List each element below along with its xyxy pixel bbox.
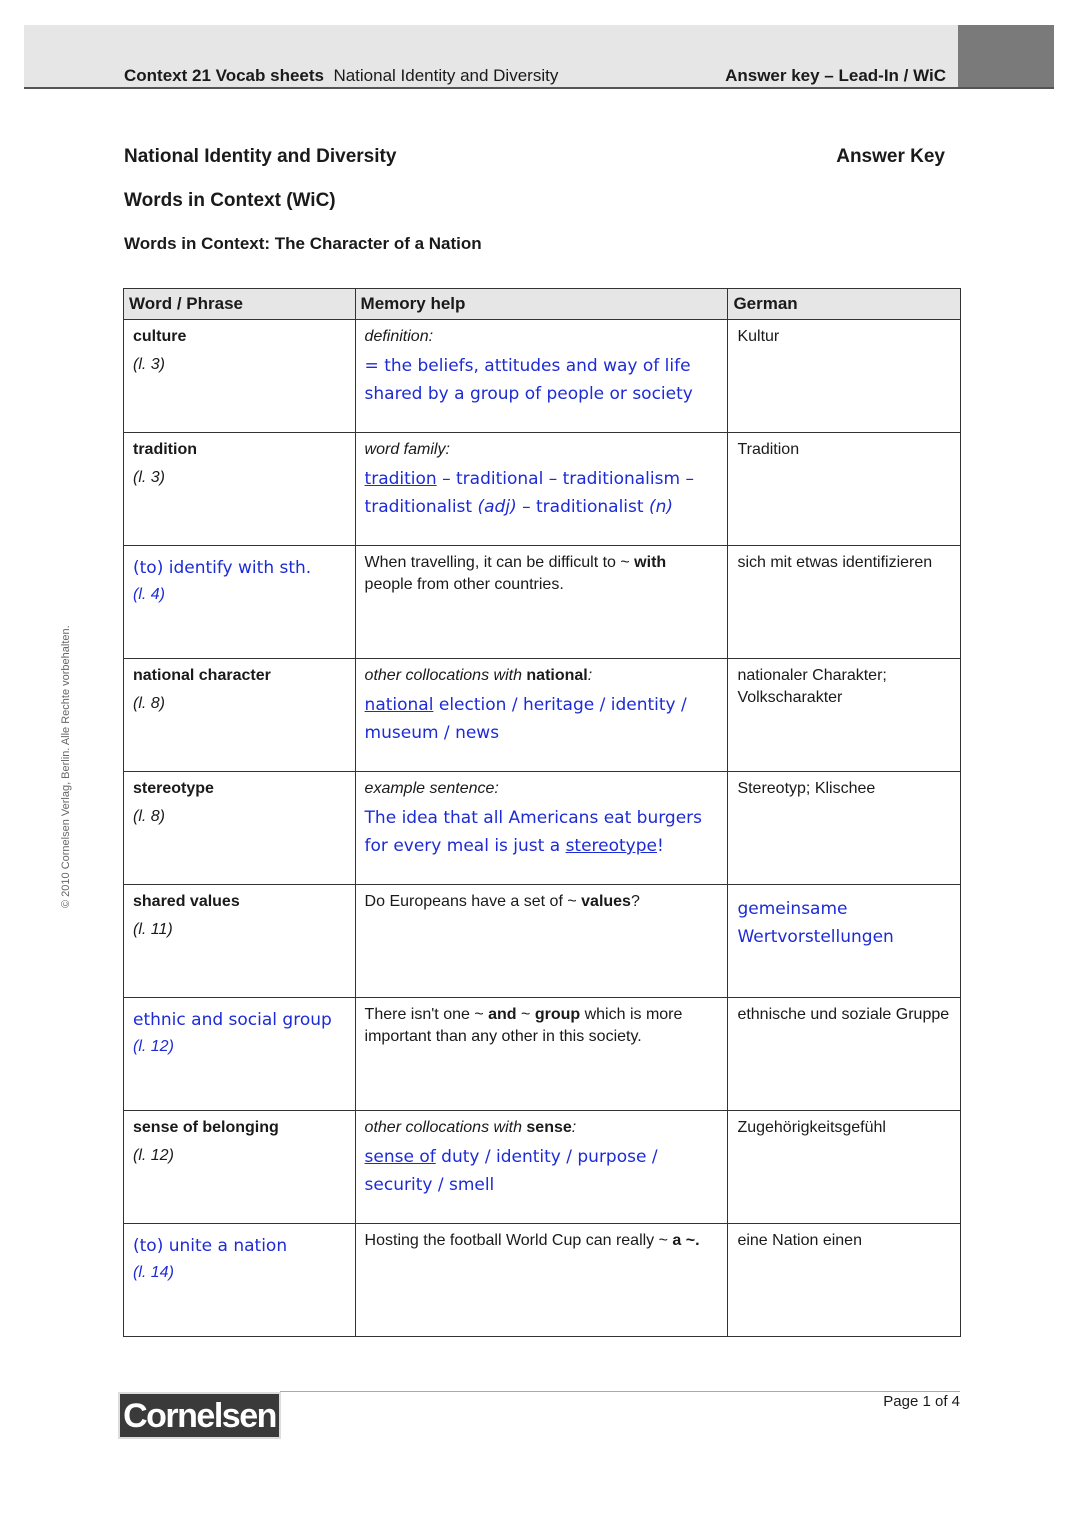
col-header-german: German: [728, 289, 961, 320]
memory-cell: [355, 546, 728, 659]
memory-part: ~: [516, 1006, 535, 1023]
german-text: ethnische und soziale Gruppe: [737, 1006, 950, 1023]
word-cell: [124, 885, 356, 998]
memory-cell: [355, 433, 728, 546]
memory-underlined: national: [364, 695, 434, 715]
memory-part: Hosting the football World Cup can really ~: [364, 1232, 673, 1249]
page-subtitle: Words in Context (WiC): [124, 190, 336, 211]
german-cell: [728, 772, 961, 885]
line-ref: (l. 14): [133, 1264, 174, 1281]
german-cell: [728, 659, 961, 772]
memory-bold: and: [488, 1006, 517, 1023]
german-cell: [728, 998, 961, 1111]
memory-underlined: tradition: [364, 469, 437, 489]
german-text: Tradition: [737, 441, 800, 458]
table-row: [124, 1111, 961, 1224]
header-tab-block: [958, 25, 1054, 87]
word-cell: [124, 659, 356, 772]
memory-underlined: sense of: [364, 1147, 436, 1167]
hint-bold: sense: [526, 1119, 572, 1136]
word-cell: [124, 546, 356, 659]
line-ref: (l. 8): [133, 808, 165, 825]
hint-text: definition:: [364, 328, 434, 345]
memory-part: There isn't one ~: [364, 1006, 489, 1023]
german-text: nationaler Charakter; Volkscharakter: [737, 667, 887, 706]
german-cell: [728, 320, 961, 433]
table-row: [124, 433, 961, 546]
line-ref: (l. 12): [133, 1038, 174, 1055]
word-cell: [124, 320, 356, 433]
page-title: National Identity and Diversity: [124, 146, 397, 167]
hint-part: :: [587, 667, 593, 684]
page-number: Page 1 of 4: [883, 1393, 960, 1410]
vocab-table: [123, 288, 961, 1337]
table-row: [124, 772, 961, 885]
word-text: (to) identify with sth.: [133, 558, 312, 578]
header-left: [124, 66, 558, 86]
table-row: [124, 659, 961, 772]
memory-part: (adj): [477, 497, 517, 517]
footer-divider: [280, 1391, 960, 1392]
header-right: Answer key – Lead-In / WiC: [725, 66, 946, 85]
german-text: Zugehörigkeitsgefühl: [737, 1119, 886, 1136]
memory-cell: [355, 1111, 728, 1224]
memory-part: election / heritage / identity / museum / news: [364, 695, 687, 743]
word-cell: [124, 1111, 356, 1224]
german-cell: [728, 546, 961, 659]
header-topic: National Identity and Diversity: [333, 66, 559, 85]
memory-text: [365, 1006, 683, 1045]
memory-text: [365, 554, 667, 593]
memory-text: [365, 1143, 719, 1199]
col-header-memory: Memory help: [355, 289, 728, 320]
hint-text: [365, 1117, 719, 1139]
hint-part: other collocations with: [364, 667, 527, 684]
memory-part: – traditionalist: [516, 497, 649, 517]
cornelsen-logo: Cornelsen: [118, 1392, 281, 1439]
german-text: Stereotyp; Klischee: [737, 780, 876, 797]
hint-part: :: [571, 1119, 577, 1136]
copyright-note: © 2010 Cornelsen Verlag, Berlin. Alle Rechte vorbehalten.: [60, 625, 72, 908]
table-row: [124, 546, 961, 659]
memory-cell: [355, 659, 728, 772]
word-text: tradition: [133, 441, 197, 458]
memory-part: (n): [648, 497, 673, 517]
memory-part: duty / identity / purpose / security / smell: [364, 1147, 658, 1195]
memory-bold: group: [534, 1006, 581, 1023]
memory-part: Do Europeans have a set of ~: [364, 893, 582, 910]
table-header-row: [124, 289, 961, 320]
memory-text: [365, 893, 640, 910]
memory-part: which is more important than any other in this society.: [364, 1006, 683, 1045]
memory-bold: values: [581, 893, 631, 910]
memory-cell: [355, 885, 728, 998]
col-header-word: Word / Phrase: [124, 289, 356, 320]
memory-underlined: stereotype: [565, 836, 657, 856]
line-ref: (l. 3): [133, 469, 165, 486]
hint-text: [365, 665, 719, 687]
memory-part: people from other countries.: [364, 576, 564, 593]
memory-text: [365, 804, 719, 860]
table-row: [124, 1224, 961, 1337]
line-ref: (l. 8): [133, 695, 165, 712]
memory-cell: [355, 320, 728, 433]
german-cell: [728, 1224, 961, 1337]
german-text: gemeinsame Wertvorstellungen: [737, 899, 894, 947]
word-text: sense of belonging: [133, 1119, 279, 1136]
word-text: ethnic and social group: [133, 1010, 332, 1030]
memory-part: !: [657, 836, 664, 856]
table-row: [124, 998, 961, 1111]
memory-bold: a ~.: [672, 1232, 700, 1249]
german-cell: [728, 885, 961, 998]
memory-cell: [355, 1224, 728, 1337]
word-text: culture: [133, 328, 187, 345]
german-text: eine Nation einen: [737, 1232, 862, 1249]
hint-bold: national: [526, 667, 588, 684]
memory-bold: with: [634, 554, 667, 571]
word-text: (to) unite a nation: [133, 1236, 288, 1256]
memory-text: [365, 691, 719, 747]
word-text: shared values: [133, 893, 240, 910]
word-cell: [124, 1224, 356, 1337]
memory-text: [365, 1232, 700, 1249]
memory-part: ?: [630, 893, 640, 910]
header-series: Context 21 Vocab sheets: [124, 66, 324, 85]
german-text: sich mit etwas identifizieren: [737, 554, 933, 571]
table-row: [124, 885, 961, 998]
line-ref: (l. 11): [133, 921, 173, 938]
hint-text: word family:: [364, 441, 450, 458]
line-ref: (l. 4): [133, 586, 165, 603]
german-cell: [728, 1111, 961, 1224]
memory-part: – traditional – traditionalism – traditionalist: [364, 469, 694, 517]
memory-part: The idea that all Americans eat burgers for every meal is just a: [364, 808, 703, 856]
word-text: stereotype: [133, 780, 214, 797]
word-cell: [124, 772, 356, 885]
section-title: Words in Context: The Character of a Nation: [124, 234, 482, 253]
memory-text: = the beliefs, attitudes and way of life shared by a group of people or society: [364, 356, 693, 404]
german-cell: [728, 433, 961, 546]
memory-text: [365, 465, 719, 521]
memory-part: When travelling, it can be difficult to ~: [364, 554, 635, 571]
word-cell: [124, 998, 356, 1111]
word-cell: [124, 433, 356, 546]
answer-key-label: Answer Key: [836, 146, 945, 167]
line-ref: (l. 12): [133, 1147, 174, 1164]
memory-cell: [355, 772, 728, 885]
table-row: [124, 320, 961, 433]
german-text: Kultur: [737, 328, 780, 345]
hint-part: other collocations with: [364, 1119, 527, 1136]
word-text: national character: [133, 667, 271, 684]
memory-cell: [355, 998, 728, 1111]
hint-text: example sentence:: [364, 780, 499, 797]
line-ref: (l. 3): [133, 356, 165, 373]
